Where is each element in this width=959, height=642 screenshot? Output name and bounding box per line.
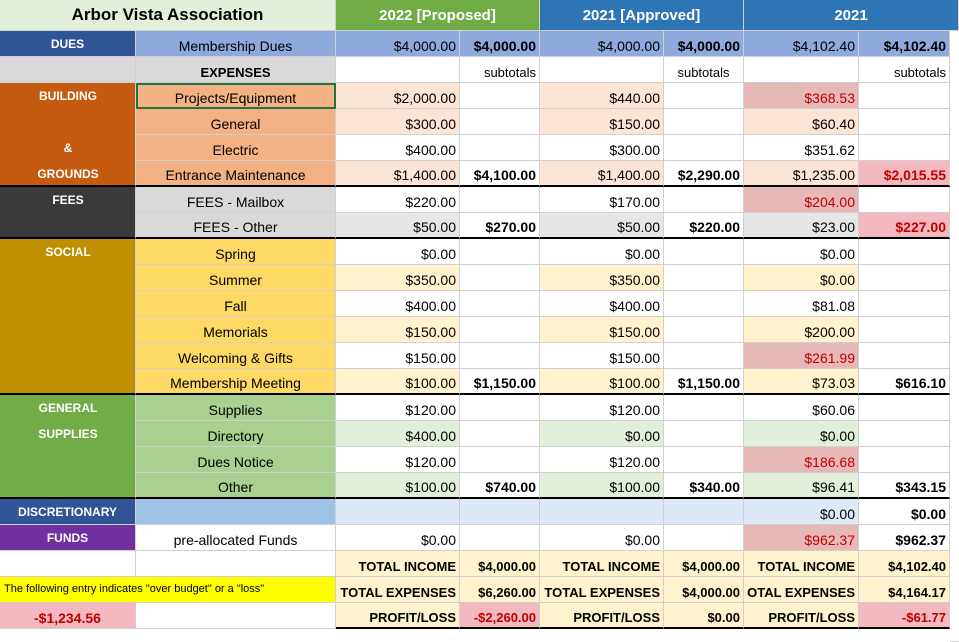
value-2022-11[interactable]: $100.00 (336, 369, 460, 395)
category-dues[interactable]: DUES (0, 31, 136, 57)
total-income-2021[interactable]: $4,102.40 (859, 551, 950, 577)
subtotals-label-2021[interactable]: subtotals (859, 57, 950, 83)
total-income-2021a[interactable]: $4,000.00 (664, 551, 744, 577)
expense-item-7[interactable]: Summer (136, 265, 336, 291)
subtotal-2021-5[interactable]: $227.00 (859, 213, 950, 239)
profit-loss-2021a[interactable]: $0.00 (664, 603, 744, 629)
expenses-2021a[interactable] (540, 57, 664, 83)
expense-item-12[interactable]: Supplies (136, 395, 336, 421)
subtotal-2021a-12[interactable] (664, 395, 744, 421)
subtotal-2022-1[interactable] (460, 109, 540, 135)
header-2021-approved[interactable]: 2021 [Approved] (540, 0, 744, 31)
total-expenses-2021[interactable]: $4,164.17 (859, 577, 950, 603)
subtotal-2021a-2[interactable] (664, 135, 744, 161)
value-2022-13[interactable]: $400.00 (336, 421, 460, 447)
dues-2022-subtotal[interactable]: $4,000.00 (460, 31, 540, 57)
value-2021-10[interactable]: $261.99 (744, 343, 859, 369)
subtotals-label-2022[interactable]: subtotals (460, 57, 540, 83)
subtotal-2021a-0[interactable] (664, 83, 744, 109)
value-2021a-2[interactable]: $300.00 (540, 135, 664, 161)
subtotal-2021-0[interactable] (859, 83, 950, 109)
total-expenses-label-2021[interactable]: OTAL EXPENSES (744, 577, 859, 603)
subtotal-2022-2[interactable] (460, 135, 540, 161)
value-2021-13[interactable]: $0.00 (744, 421, 859, 447)
subtotal-2022-6[interactable] (460, 239, 540, 265)
totals-blank-a[interactable] (0, 551, 136, 577)
value-2022-9[interactable]: $150.00 (336, 317, 460, 343)
subtotal-2021-13[interactable] (859, 421, 950, 447)
value-2022-3[interactable]: $1,400.00 (336, 161, 460, 187)
expense-item-14[interactable]: Dues Notice (136, 447, 336, 473)
total-expenses-2022[interactable]: $6,260.00 (460, 577, 540, 603)
subtotal-2021a-14[interactable] (664, 447, 744, 473)
value-2021-17[interactable]: $962.37 (744, 525, 859, 551)
value-2021a-1[interactable]: $150.00 (540, 109, 664, 135)
value-2021-16[interactable]: $0.00 (744, 499, 859, 525)
value-2021a-14[interactable]: $120.00 (540, 447, 664, 473)
subtotal-2021a-16[interactable] (664, 499, 744, 525)
value-2022-4[interactable]: $220.00 (336, 187, 460, 213)
subtotal-2021-6[interactable] (859, 239, 950, 265)
value-2021a-13[interactable]: $0.00 (540, 421, 664, 447)
subtotal-2022-0[interactable] (460, 83, 540, 109)
value-2021-4[interactable]: $204.00 (744, 187, 859, 213)
value-2022-12[interactable]: $120.00 (336, 395, 460, 421)
expense-item-13[interactable]: Directory (136, 421, 336, 447)
profit-loss-2022[interactable]: -$2,260.00 (460, 603, 540, 629)
value-2021-8[interactable]: $81.08 (744, 291, 859, 317)
subtotal-2021-12[interactable] (859, 395, 950, 421)
dues-2021-subtotal[interactable]: $4,102.40 (859, 31, 950, 57)
value-2021-2[interactable]: $351.62 (744, 135, 859, 161)
expense-item-8[interactable]: Fall (136, 291, 336, 317)
subtotal-2021-1[interactable] (859, 109, 950, 135)
total-expenses-label-2022[interactable]: TOTAL EXPENSES (336, 577, 460, 603)
subtotal-2021a-5[interactable]: $220.00 (664, 213, 744, 239)
value-2021-6[interactable]: $0.00 (744, 239, 859, 265)
subtotal-2021a-15[interactable]: $340.00 (664, 473, 744, 499)
subtotal-2022-13[interactable] (460, 421, 540, 447)
category-supplies[interactable]: SUPPLIES (38, 427, 98, 441)
total-income-label-2021a[interactable]: TOTAL INCOME (540, 551, 664, 577)
subtotal-2021a-3[interactable]: $2,290.00 (664, 161, 744, 187)
value-2022-10[interactable]: $150.00 (336, 343, 460, 369)
value-2022-8[interactable]: $400.00 (336, 291, 460, 317)
value-2021a-6[interactable]: $0.00 (540, 239, 664, 265)
subtotal-2021a-6[interactable] (664, 239, 744, 265)
subtotal-2021-11[interactable]: $616.10 (859, 369, 950, 395)
expense-item-1[interactable]: General (136, 109, 336, 135)
subtotal-2022-15[interactable]: $740.00 (460, 473, 540, 499)
value-2021a-3[interactable]: $1,400.00 (540, 161, 664, 187)
total-expenses-label-2021a[interactable]: TOTAL EXPENSES (540, 577, 664, 603)
profit-loss-label-2021a[interactable]: PROFIT/LOSS (540, 603, 664, 629)
subtotal-2021a-10[interactable] (664, 343, 744, 369)
subtotal-2021a-4[interactable] (664, 187, 744, 213)
value-2021-7[interactable]: $0.00 (744, 265, 859, 291)
category-discretionary[interactable]: DISCRETIONARY (0, 499, 136, 525)
value-2021a-0[interactable]: $440.00 (540, 83, 664, 109)
category-funds[interactable]: FUNDS (0, 525, 136, 551)
subtotal-2022-10[interactable] (460, 343, 540, 369)
expense-item-4[interactable]: FEES - Mailbox (136, 187, 336, 213)
subtotal-2021a-1[interactable] (664, 109, 744, 135)
category-building[interactable]: BUILDING (39, 89, 97, 103)
header-2021-actual[interactable]: 2021 (744, 0, 959, 31)
value-2022-5[interactable]: $50.00 (336, 213, 460, 239)
category-general[interactable]: GENERAL (38, 401, 98, 415)
total-income-label-2021[interactable]: TOTAL INCOME (744, 551, 859, 577)
total-expenses-2021a[interactable]: $4,000.00 (664, 577, 744, 603)
subtotal-2022-14[interactable] (460, 447, 540, 473)
expense-item-2[interactable]: Electric (136, 135, 336, 161)
value-2021a-15[interactable]: $100.00 (540, 473, 664, 499)
value-2021a-10[interactable]: $150.00 (540, 343, 664, 369)
expense-item-16[interactable] (136, 499, 336, 525)
value-2022-15[interactable]: $100.00 (336, 473, 460, 499)
value-2021-9[interactable]: $200.00 (744, 317, 859, 343)
subtotal-2021-9[interactable] (859, 317, 950, 343)
category-fees[interactable]: FEES (52, 193, 84, 207)
loss-example-cell[interactable]: -$1,234.56 (0, 603, 136, 629)
subtotal-2021a-7[interactable] (664, 265, 744, 291)
value-2021a-17[interactable]: $0.00 (540, 525, 664, 551)
value-2022-16[interactable] (336, 499, 460, 525)
value-2022-7[interactable]: $350.00 (336, 265, 460, 291)
value-2021a-8[interactable]: $400.00 (540, 291, 664, 317)
value-2022-6[interactable]: $0.00 (336, 239, 460, 265)
value-2021-3[interactable]: $1,235.00 (744, 161, 859, 187)
subtotal-2022-12[interactable] (460, 395, 540, 421)
value-2022-2[interactable]: $400.00 (336, 135, 460, 161)
category-ampersand[interactable]: & (63, 141, 73, 155)
profit-loss-label-2022[interactable]: PROFIT/LOSS (336, 603, 460, 629)
value-2021-1[interactable]: $60.40 (744, 109, 859, 135)
value-2021-15[interactable]: $96.41 (744, 473, 859, 499)
expense-item-0[interactable]: Projects/Equipment (136, 83, 336, 109)
subtotal-2022-4[interactable] (460, 187, 540, 213)
subtotal-2021-17[interactable]: $962.37 (859, 525, 950, 551)
dues-2021[interactable]: $4,102.40 (744, 31, 859, 57)
expense-item-3[interactable]: Entrance Maintenance (136, 161, 336, 187)
value-2021a-16[interactable] (540, 499, 664, 525)
value-2022-0[interactable]: $2,000.00 (336, 83, 460, 109)
expense-item-15[interactable]: Other (136, 473, 336, 499)
subtotal-2022-16[interactable] (460, 499, 540, 525)
expense-item-5[interactable]: FEES - Other (136, 213, 336, 239)
expense-item-10[interactable]: Welcoming & Gifts (136, 343, 336, 369)
expense-item-11[interactable]: Membership Meeting (136, 369, 336, 395)
subtotal-2021-10[interactable] (859, 343, 950, 369)
subtotal-2022-9[interactable] (460, 317, 540, 343)
value-2021-0[interactable]: $368.53 (744, 83, 859, 109)
subtotal-2021-16[interactable]: $0.00 (859, 499, 950, 525)
subtotals-label-2021a[interactable]: subtotals (664, 57, 744, 83)
subtotal-2021a-13[interactable] (664, 421, 744, 447)
value-2021-5[interactable]: $23.00 (744, 213, 859, 239)
category-grounds[interactable]: GROUNDS (37, 167, 99, 181)
value-2021a-7[interactable]: $350.00 (540, 265, 664, 291)
value-2021a-9[interactable]: $150.00 (540, 317, 664, 343)
subtotal-2021a-9[interactable] (664, 317, 744, 343)
over-budget-note[interactable]: The following entry indicates "over budget" or a "loss" (0, 577, 336, 603)
subtotal-2021-8[interactable] (859, 291, 950, 317)
expenses-2021[interactable] (744, 57, 859, 83)
expenses-2022[interactable] (336, 57, 460, 83)
sheet-title[interactable]: Arbor Vista Association (0, 0, 336, 31)
subtotal-2021a-17[interactable] (664, 525, 744, 551)
dues-2022[interactable]: $4,000.00 (336, 31, 460, 57)
subtotal-2021-14[interactable] (859, 447, 950, 473)
value-2021-11[interactable]: $73.03 (744, 369, 859, 395)
subtotal-2021-4[interactable] (859, 187, 950, 213)
subtotal-2021a-8[interactable] (664, 291, 744, 317)
profit-loss-2021[interactable]: -$61.77 (859, 603, 950, 629)
profit-loss-label-2021[interactable]: PROFIT/LOSS (744, 603, 859, 629)
next-column-edge[interactable] (950, 31, 959, 642)
value-2021a-4[interactable]: $170.00 (540, 187, 664, 213)
total-income-2022[interactable]: $4,000.00 (460, 551, 540, 577)
expense-item-17[interactable]: pre-allocated Funds (136, 525, 336, 551)
subtotal-2021-3[interactable]: $2,015.55 (859, 161, 950, 187)
category-social[interactable]: SOCIAL (45, 245, 91, 259)
header-2022-proposed[interactable]: 2022 [Proposed] (336, 0, 540, 31)
value-2021a-5[interactable]: $50.00 (540, 213, 664, 239)
expenses-blank[interactable] (0, 57, 136, 83)
subtotal-2022-7[interactable] (460, 265, 540, 291)
dues-2021a[interactable]: $4,000.00 (540, 31, 664, 57)
subtotal-2022-8[interactable] (460, 291, 540, 317)
subtotal-2021-7[interactable] (859, 265, 950, 291)
value-2022-14[interactable]: $120.00 (336, 447, 460, 473)
expenses-label[interactable]: EXPENSES (136, 57, 336, 83)
subtotal-2022-11[interactable]: $1,150.00 (460, 369, 540, 395)
subtotal-2021-15[interactable]: $343.15 (859, 473, 950, 499)
value-2021-14[interactable]: $186.68 (744, 447, 859, 473)
value-2022-17[interactable]: $0.00 (336, 525, 460, 551)
expense-item-6[interactable]: Spring (136, 239, 336, 265)
expense-item-9[interactable]: Memorials (136, 317, 336, 343)
value-2021a-11[interactable]: $100.00 (540, 369, 664, 395)
totals-blank-b[interactable] (136, 551, 336, 577)
subtotal-2021-2[interactable] (859, 135, 950, 161)
subtotal-2022-3[interactable]: $4,100.00 (460, 161, 540, 187)
dues-2021a-subtotal[interactable]: $4,000.00 (664, 31, 744, 57)
subtotal-2022-5[interactable]: $270.00 (460, 213, 540, 239)
value-2021-12[interactable]: $60.06 (744, 395, 859, 421)
item-membership-dues[interactable]: Membership Dues (136, 31, 336, 57)
total-income-label-2022[interactable]: TOTAL INCOME (336, 551, 460, 577)
subtotal-2021a-11[interactable]: $1,150.00 (664, 369, 744, 395)
value-2022-1[interactable]: $300.00 (336, 109, 460, 135)
totals-blank-c[interactable] (136, 603, 336, 629)
subtotal-2022-17[interactable] (460, 525, 540, 551)
value-2021a-12[interactable]: $120.00 (540, 395, 664, 421)
